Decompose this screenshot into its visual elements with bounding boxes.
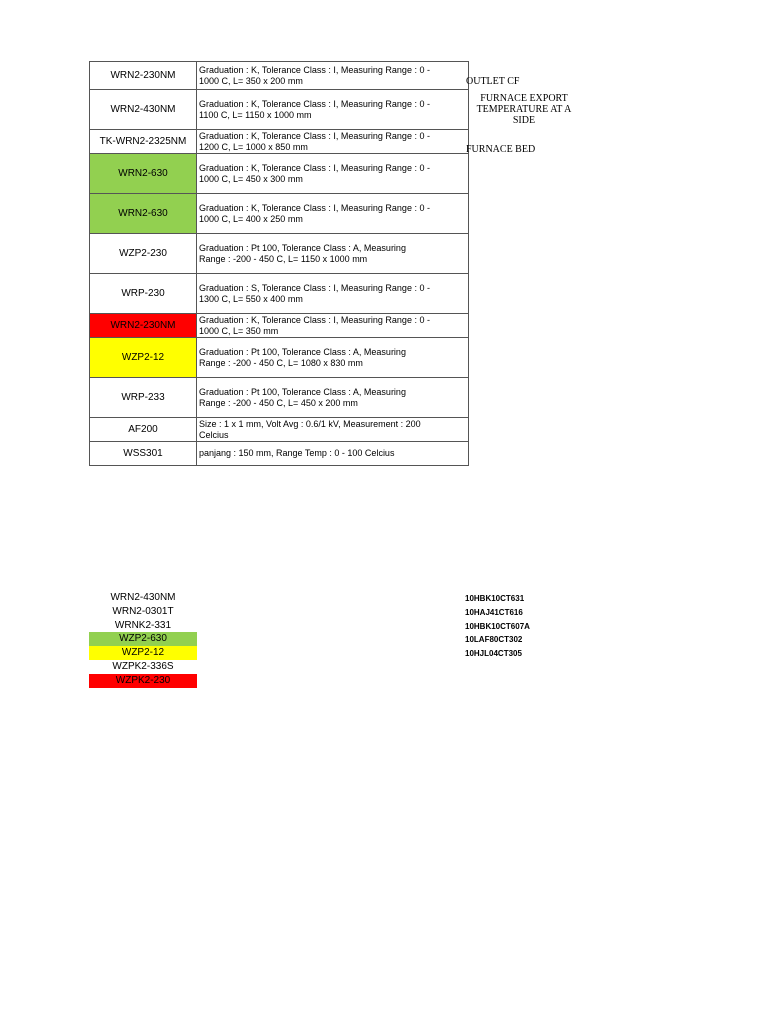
item-code-cell: WZP2-12 — [90, 338, 197, 378]
item-spec-cell: Size : 1 x 1 mm, Volt Avg : 0.6/1 kV, Measurement : 200 Celcius — [197, 418, 469, 442]
table-row — [90, 442, 469, 466]
legend-item: WRN2-430NM — [110, 592, 176, 603]
item-spec-cell: Graduation : Pt 100, Tolerance Class : A, Measuring Range : -200 - 450 C, L= 450 x 200 mm — [197, 378, 469, 418]
item-code-cell: WRN2-230NM — [90, 62, 197, 90]
location-note-furnace-bed: FURNACE BED — [466, 144, 536, 155]
legend-item: WRNK2-331 — [114, 619, 172, 631]
tag-number: 10HAJ41CT616 — [465, 607, 523, 617]
item-spec-cell: Graduation : K, Tolerance Class : I, Measuring Range : 0 - 1000 C, L= 350 x 200 mm — [197, 62, 469, 90]
table-row — [90, 418, 469, 442]
item-code-cell: WSS301 — [90, 442, 197, 466]
item-code-cell: WRN2-430NM — [90, 90, 197, 130]
item-spec-cell: Graduation : Pt 100, Tolerance Class : A, Measuring Range : -200 - 450 C, L= 1150 x 1000 mm — [197, 234, 469, 274]
table-row — [90, 90, 469, 130]
tag-number: 10HBK10CT631 — [465, 594, 525, 603]
tag-number: 10HJL04CT305 — [465, 649, 522, 659]
item-spec-cell: Graduation : Pt 100, Tolerance Class : A, Measuring Range : -200 - 450 C, L= 1080 x 830 mm — [197, 338, 469, 378]
item-code-cell: WRN2-630 — [90, 154, 197, 194]
item-spec-cell: Graduation : K, Tolerance Class : I, Measuring Range : 0 - 1000 C, L= 350 mm — [197, 314, 469, 338]
item-code-cell: AF200 — [90, 418, 197, 442]
item-spec-cell: Graduation : K, Tolerance Class : I, Measuring Range : 0 - 1000 C, L= 400 x 250 mm — [197, 194, 469, 234]
item-code-cell: WZP2-230 — [90, 234, 197, 274]
table-row — [90, 274, 469, 314]
table-row — [90, 62, 469, 90]
item-code-cell: WRP-230 — [90, 274, 197, 314]
tag-number: 10LAF80CT302 — [465, 635, 523, 645]
item-code-cell: WRN2-230NM — [90, 314, 197, 338]
legend-item: WZP2-12 — [89, 646, 197, 660]
item-code-cell: WRN2-630 — [90, 194, 197, 234]
table-row — [90, 154, 469, 194]
table-row — [90, 234, 469, 274]
item-code-cell: TK-WRN2-2325NM — [90, 130, 197, 154]
thermocouple-spec-table — [89, 61, 469, 466]
tag-number: 10HBK10CT607A — [465, 621, 530, 631]
item-spec-cell: Graduation : S, Tolerance Class : I, Measuring Range : 0 - 1300 C, L= 550 x 400 mm — [197, 274, 469, 314]
item-spec-cell: Graduation : K, Tolerance Class : I, Measuring Range : 0 - 1200 C, L= 1000 x 850 mm — [197, 130, 469, 154]
tag-number-list — [465, 593, 530, 662]
legend-item: WZP2-630 — [89, 632, 197, 646]
item-spec-cell: Graduation : K, Tolerance Class : I, Measuring Range : 0 - 1000 C, L= 450 x 300 mm — [197, 154, 469, 194]
item-spec-cell: panjang : 150 mm, Range Temp : 0 - 100 Celcius — [197, 442, 469, 466]
legend-item: WZPK2-230 — [89, 674, 197, 688]
color-legend-list — [89, 591, 197, 688]
item-spec-cell: Graduation : K, Tolerance Class : I, Measuring Range : 0 - 1100 C, L= 1150 x 1000 mm — [197, 90, 469, 130]
location-note-outlet: OUTLET CF — [466, 76, 520, 87]
legend-item: WRN2-0301T — [112, 605, 174, 617]
table-row — [90, 338, 469, 378]
table-row — [90, 130, 469, 154]
location-note-furnace-export: FURNACE EXPORT TEMPERATURE AT A SIDE — [476, 93, 572, 126]
table-row — [90, 314, 469, 338]
item-code-cell: WRP-233 — [90, 378, 197, 418]
legend-item: WZPK2-336S — [112, 660, 174, 672]
table-row — [90, 194, 469, 234]
table-row — [90, 378, 469, 418]
